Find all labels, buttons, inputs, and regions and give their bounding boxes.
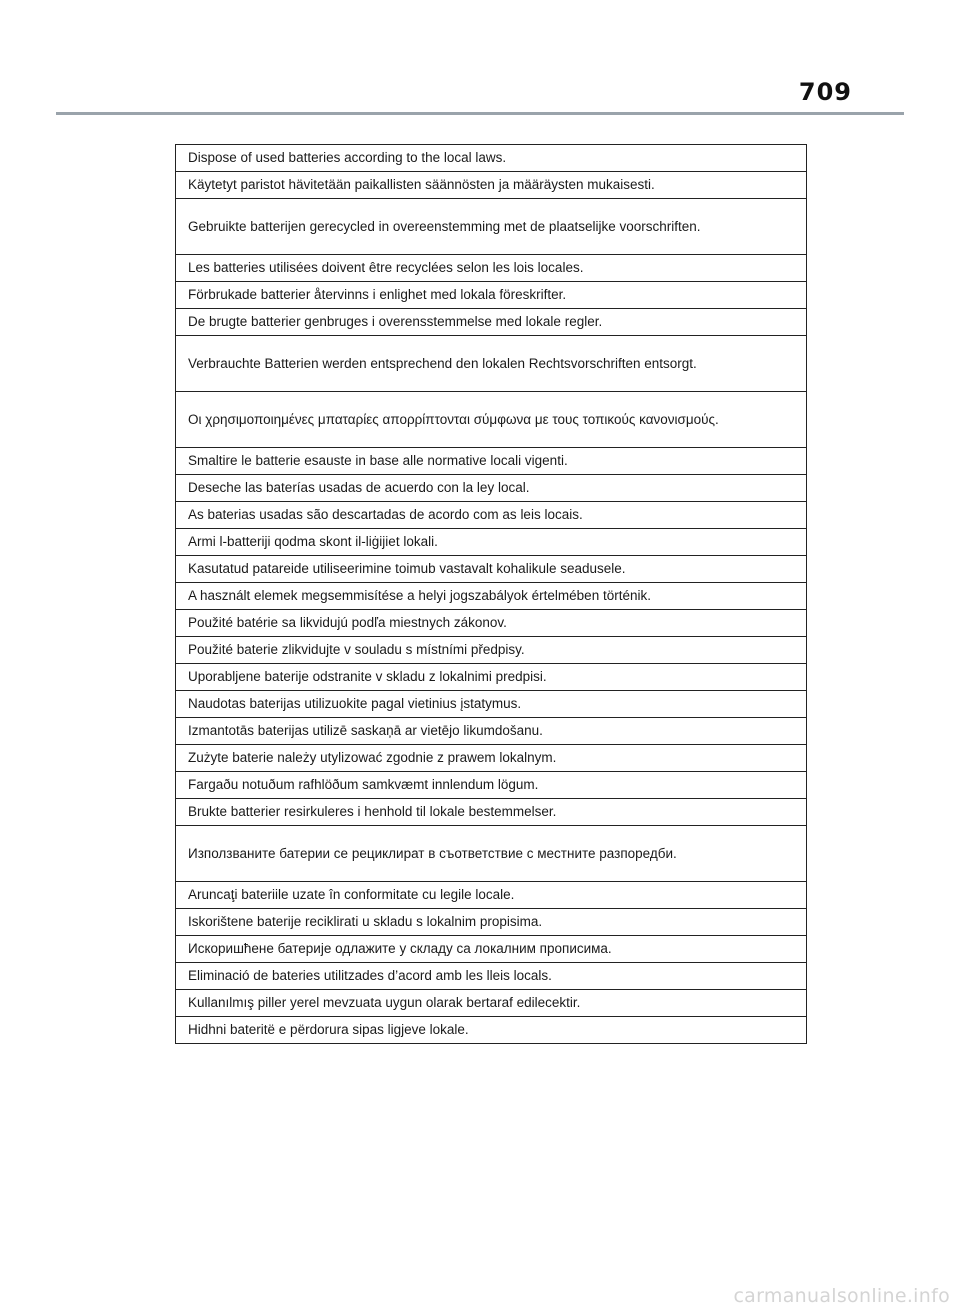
disposal-notice-text: Използваните батерии се рециклират в съответствие с местните разпоредби. [176,826,807,882]
disposal-notice-text: Smaltire le batterie esauste in base alle normative locali vigenti. [176,448,807,475]
battery-disposal-table-body [176,145,807,1044]
table-row [176,199,807,255]
disposal-notice-text: Aruncaţi bateriile uzate în conformitate cu legile locale. [176,882,807,909]
table-row [176,475,807,502]
table-row [176,909,807,936]
disposal-notice-text: Käytetyt paristot hävitetään paikallisten säännösten ja määräysten mukaisesti. [176,172,807,199]
header-divider [56,112,904,115]
disposal-notice-text: Dispose of used batteries according to the local laws. [176,145,807,172]
table-row [176,172,807,199]
disposal-notice-text: As baterias usadas são descartadas de acordo com as leis locais. [176,502,807,529]
table-row [176,826,807,882]
table-row [176,637,807,664]
disposal-notice-text: Zużyte baterie należy utylizować zgodnie z prawem lokalnym. [176,745,807,772]
disposal-notice-text: Brukte batterier resirkuleres i henhold til lokale bestemmelser. [176,799,807,826]
table-row [176,772,807,799]
disposal-notice-text: Gebruikte batterijen gerecycled in overeenstemming met de plaatselijke voorschriften. [176,199,807,255]
disposal-notice-text: Armi l-batteriji qodma skont il-liġijiet lokali. [176,529,807,556]
table-row [176,392,807,448]
table-row [176,745,807,772]
disposal-notice-text: Eliminació de bateries utilitzades d’acord amb les lleis locals. [176,963,807,990]
disposal-notice-text: Les batteries utilisées doivent être recyclées selon les lois locales. [176,255,807,282]
disposal-notice-text: Οι χρησιμοποιημένες μπαταρίες απορρίπτονται σύμφωνα με τους τοπικούς κανονισμούς. [176,392,807,448]
disposal-notice-text: Fargaðu notuðum rafhlöðum samkvæmt innlendum lögum. [176,772,807,799]
footer-watermark: carmanualsonline.info [733,1285,950,1307]
disposal-notice-text: Hidhni bateritë e përdorura sipas ligjeve lokale. [176,1017,807,1044]
disposal-notice-text: Kasutatud patareide utiliseerimine toimub vastavalt kohalikule seadusele. [176,556,807,583]
table-row [176,990,807,1017]
table-row [176,145,807,172]
table-row [176,1017,807,1044]
disposal-notice-text: Uporabljene baterije odstranite v skladu z lokalnimi predpisi. [176,664,807,691]
table-row [176,583,807,610]
table-row [176,718,807,745]
table-row [176,448,807,475]
page-number: 709 [798,78,852,106]
table-row [176,502,807,529]
table-row [176,963,807,990]
table-row [176,882,807,909]
table-row [176,799,807,826]
disposal-notice-text: A használt elemek megsemmisítése a helyi jogszabályok értelmében történik. [176,583,807,610]
table-row [176,936,807,963]
table-row [176,556,807,583]
table-row [176,691,807,718]
disposal-notice-text: De brugte batterier genbruges i overensstemmelse med lokale regler. [176,309,807,336]
disposal-notice-text: Verbrauchte Batterien werden entsprechend den lokalen Rechtsvorschriften entsorgt. [176,336,807,392]
disposal-notice-text: Förbrukade batterier återvinns i enlighet med lokala föreskrifter. [176,282,807,309]
disposal-notice-text: Iskorištene baterije reciklirati u skladu s lokalnim propisima. [176,909,807,936]
table-row [176,282,807,309]
disposal-notice-text: Použité batérie sa likvidujú podľa miestnych zákonov. [176,610,807,637]
disposal-notice-text: Naudotas baterijas utilizuokite pagal vietinius įstatymus. [176,691,807,718]
battery-disposal-table [175,144,807,1044]
table-row [176,309,807,336]
table-row [176,610,807,637]
disposal-notice-text: Použité baterie zlikvidujte v souladu s místními předpisy. [176,637,807,664]
disposal-notice-text: Kullanılmış piller yerel mevzuata uygun olarak bertaraf edilecektir. [176,990,807,1017]
disposal-notice-text: Izmantotās baterijas utilizē saskaņā ar vietējo likumdošanu. [176,718,807,745]
table-row [176,664,807,691]
disposal-notice-text: Deseche las baterías usadas de acuerdo con la ley local. [176,475,807,502]
table-row [176,529,807,556]
disposal-notice-text: Искоришћене батерије одлажите у складу са локалним прописима. [176,936,807,963]
table-row [176,336,807,392]
table-row [176,255,807,282]
